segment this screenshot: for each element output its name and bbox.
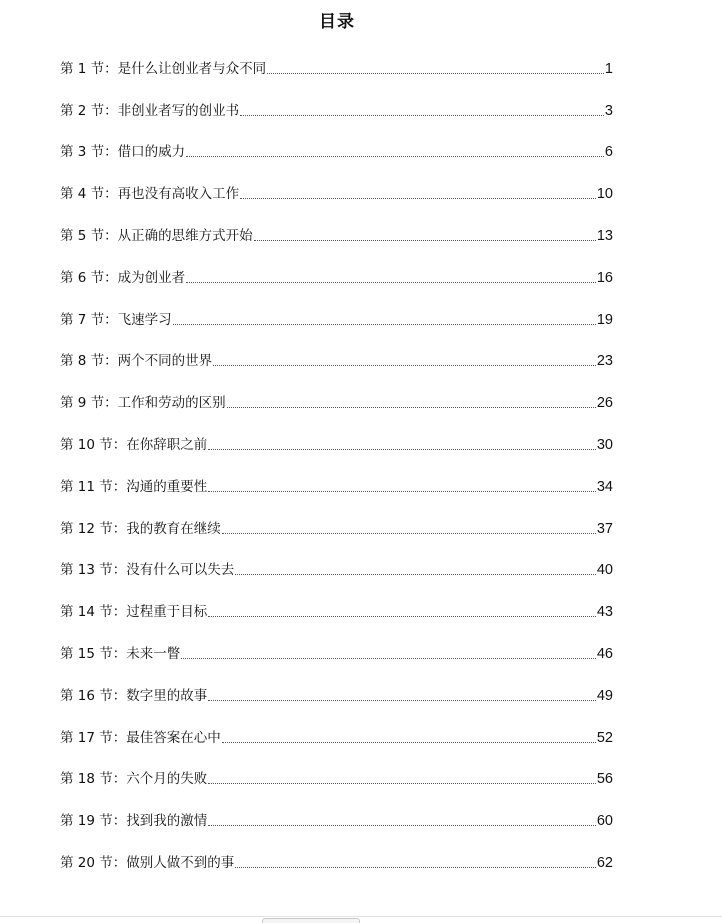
toc-entry-label: 第 17 节：最佳答案在心中: [60, 729, 221, 746]
toc-dot-leader: [227, 407, 596, 408]
toc-entry[interactable]: [60, 428, 613, 470]
toc-entry[interactable]: [60, 554, 613, 596]
toc-entry[interactable]: [60, 721, 613, 763]
toc-entry[interactable]: [60, 345, 613, 387]
toc-entry-page-number: 46: [596, 645, 613, 662]
toc-entry[interactable]: [60, 303, 613, 345]
toc-entry-page-number: 6: [604, 144, 613, 161]
toc-entry-page-number: 16: [596, 269, 613, 286]
toc-entry-label: 第 1 节：是什么让创业者与众不同: [60, 60, 267, 77]
toc-entry-label: 第 14 节：过程重于目标: [60, 604, 208, 621]
toc-entry[interactable]: [60, 804, 613, 846]
toc-dot-leader: [222, 533, 596, 534]
toc-entry[interactable]: [60, 94, 613, 136]
toc-entry-page-number: 49: [596, 687, 613, 704]
toc-entry-page-number: 23: [596, 353, 613, 370]
toc-entry[interactable]: [60, 763, 613, 805]
toc-entry-label: 第 6 节：成为创业者: [60, 269, 186, 286]
toc-entry-label: 第 20 节：做别人做不到的事: [60, 854, 235, 871]
toc-entry-page-number: 60: [596, 813, 613, 830]
toc-entry-page-number: 52: [596, 729, 613, 746]
toc-entry-page-number: 43: [596, 604, 613, 621]
toc-entry-label: 第 2 节：非创业者写的创业书: [60, 102, 240, 119]
toc-dot-leader: [186, 282, 596, 283]
toc-entry-label: 第 18 节：六个月的失败: [60, 771, 208, 788]
toc-entry-page-number: 26: [596, 395, 613, 412]
toc-entry-label: 第 7 节：飞速学习: [60, 311, 172, 328]
toc-entry-page-number: 37: [596, 520, 613, 537]
toc-entry[interactable]: [60, 177, 613, 219]
toc-dot-leader: [208, 825, 596, 826]
toc-dot-leader: [213, 365, 596, 366]
toc-dot-leader: [181, 658, 596, 659]
toc-entry-page-number: 40: [596, 562, 613, 579]
toc-entry[interactable]: [60, 136, 613, 178]
toc-entry-label: 第 3 节：借口的威力: [60, 144, 186, 161]
toc-entry[interactable]: [60, 219, 613, 261]
toc-dot-leader: [240, 115, 604, 116]
toc-entry-label: 第 15 节：未来一瞥: [60, 645, 181, 662]
toc-entry-page-number: 19: [596, 311, 613, 328]
toc-entry[interactable]: [60, 470, 613, 512]
toc-entry[interactable]: [60, 512, 613, 554]
toc-entry-page-number: 56: [596, 771, 613, 788]
toc-entry-label: 第 9 节：工作和劳动的区别: [60, 395, 226, 412]
page-bottom-divider: [0, 916, 722, 917]
toc-dot-leader: [208, 783, 596, 784]
toc-entry-label: 第 13 节：没有什么可以失去: [60, 562, 235, 579]
toc-entry-page-number: 13: [596, 227, 613, 244]
toc-entry-page-number: 1: [604, 60, 613, 77]
toc-dot-leader: [208, 491, 596, 492]
toc-entry-label: 第 10 节：在你辞职之前: [60, 436, 208, 453]
toc-dot-leader: [235, 867, 596, 868]
toc-entry[interactable]: [60, 261, 613, 303]
toc-entry-label: 第 8 节：两个不同的世界: [60, 353, 213, 370]
toc-title: 目录: [319, 12, 355, 32]
toc-dot-leader: [208, 449, 596, 450]
toc-dot-leader: [186, 156, 604, 157]
toc-entry[interactable]: [60, 386, 613, 428]
toc-entry[interactable]: [60, 846, 613, 888]
toc-entry-label: 第 19 节：找到我的激情: [60, 813, 208, 830]
toc-entry[interactable]: [60, 679, 613, 721]
toc-list: [60, 52, 613, 888]
toc-dot-leader: [254, 240, 596, 241]
toc-dot-leader: [208, 616, 596, 617]
toc-dot-leader: [267, 73, 604, 74]
toc-dot-leader: [173, 324, 596, 325]
toc-entry-label: 第 5 节：从正确的思维方式开始: [60, 227, 253, 244]
toc-entry-label: 第 4 节：再也没有高收入工作: [60, 186, 240, 203]
toc-entry-page-number: 34: [596, 478, 613, 495]
toc-entry[interactable]: [60, 637, 613, 679]
toc-entry-page-number: 10: [596, 186, 613, 203]
page-scroll-tab[interactable]: [262, 918, 360, 923]
toc-entry-page-number: 3: [604, 102, 613, 119]
toc-dot-leader: [208, 700, 596, 701]
toc-entry-label: 第 16 节：数字里的故事: [60, 687, 208, 704]
toc-entry-label: 第 11 节：沟通的重要性: [60, 478, 208, 495]
toc-entry[interactable]: [60, 52, 613, 94]
toc-entry-page-number: 30: [596, 436, 613, 453]
toc-dot-leader: [235, 574, 596, 575]
toc-dot-leader: [240, 198, 596, 199]
toc-entry-label: 第 12 节：我的教育在继续: [60, 520, 221, 537]
toc-entry[interactable]: [60, 595, 613, 637]
toc-entry-page-number: 62: [596, 854, 613, 871]
toc-dot-leader: [222, 742, 596, 743]
